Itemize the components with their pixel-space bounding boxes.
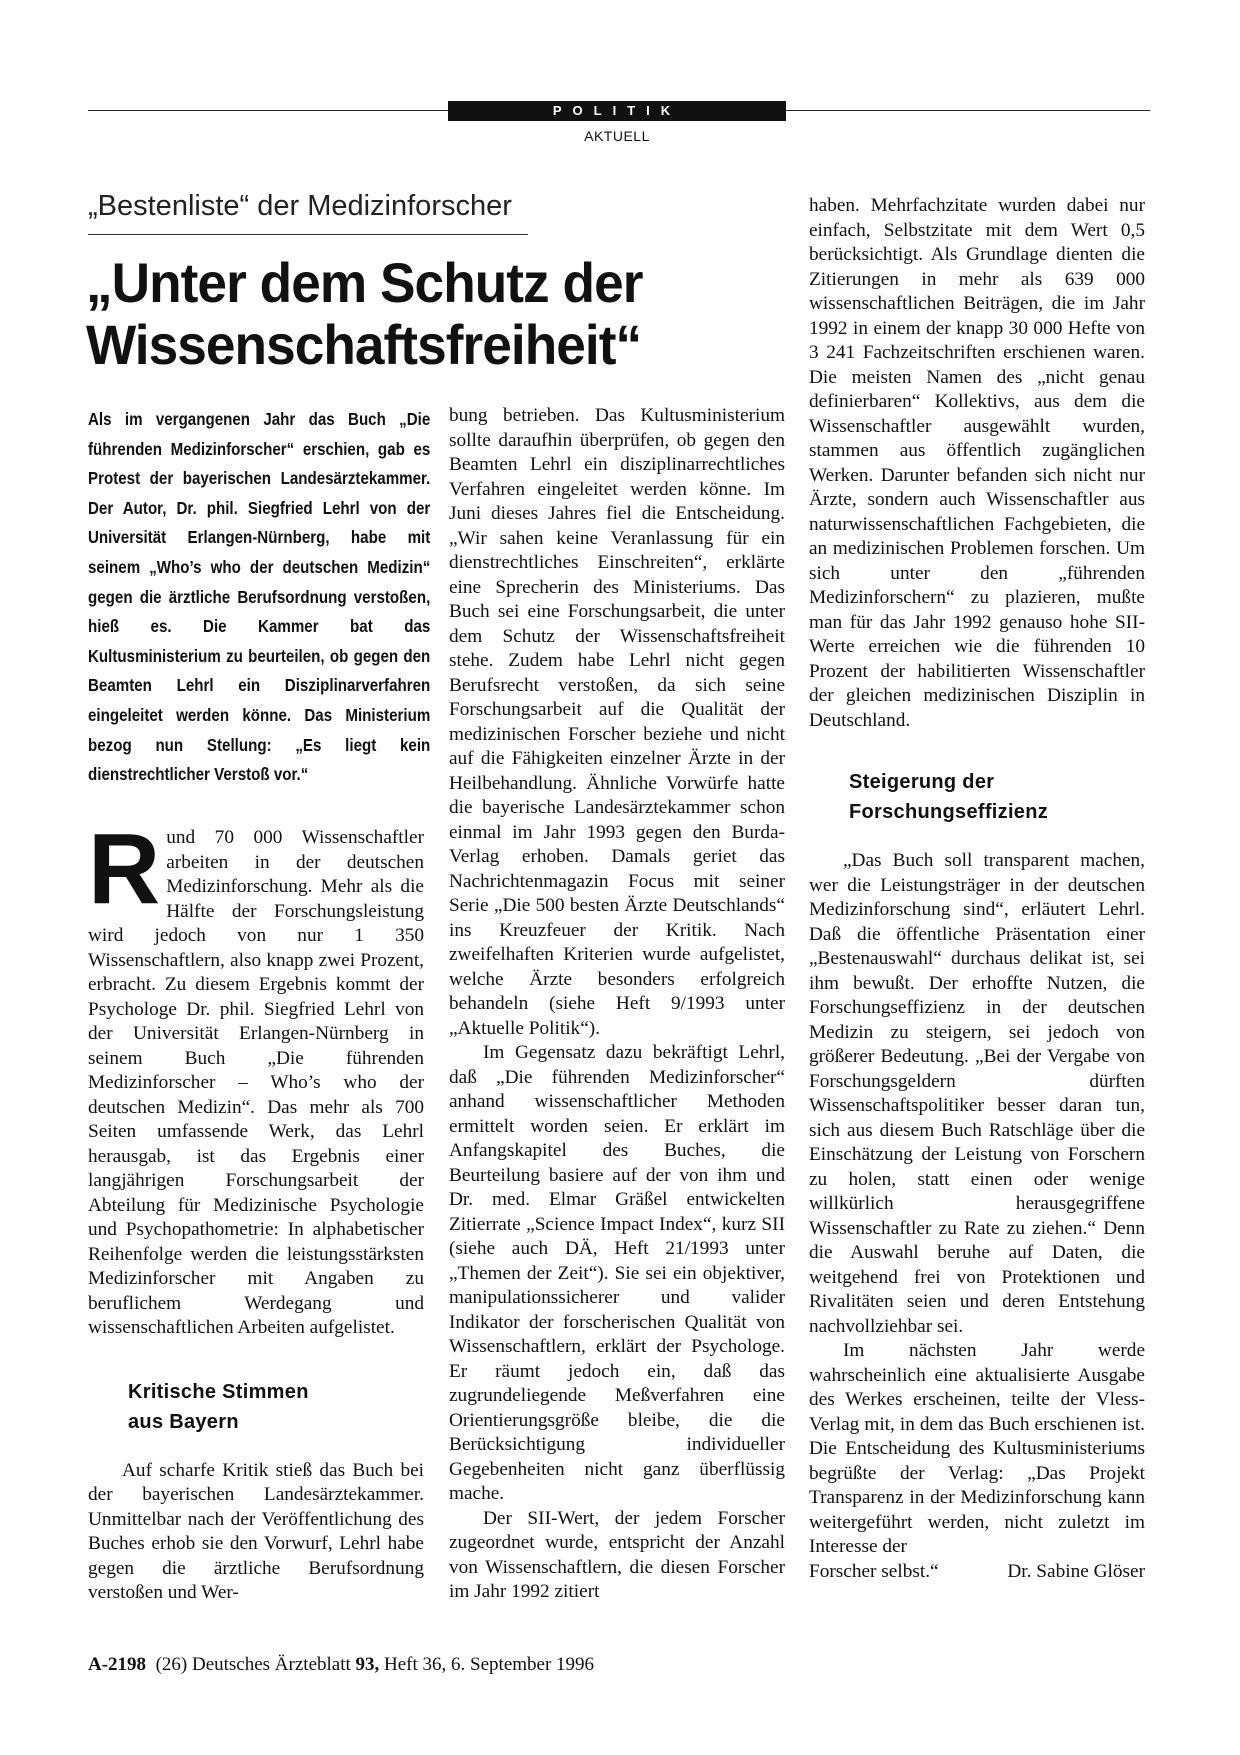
body-paragraph: bung betrieben. Das Kultusministerium sollte daraufhin überprüfen, ob gegen den Beamten Lehrl ein disziplinarrechtliches Verfahren eingeleitet werden könne. Im Juni dieses Jahres fiel die Entscheidung. „Wir sahen keine Veranlassung für ein dienstrechtliches Einschreiten“, erklärte eine Sprecherin des Ministeriums. Das Buch sei eine Forschungsarbeit, die unter dem Schutz der Wissenschaftsfreiheit stehe. Zudem habe Lehrl nicht gegen Berufsrecht verstoßen, da sich seine Forschungsarbeit auf die Qualität der medizinischen Forscher beziehe und nicht auf die Fähigkeiten einzelner Ärzte in der Heilbehandlung. Ähnliche Vorwürfe hatte die bayerische Landesärztekammer schon einmal im Jahr 1993 gegen den Burda-Verlag erhoben. Damals geriet das Nachrichtenmagazin Focus mit seiner Serie „Die 500 besten Ärzte Deutschlands“ ins Kreuzfeuer der Kritik. Nach zweifelhaften Kriterien wurde aufgelistet, welche Ärzte besonders erfolgreich behandeln (siehe Heft 9/1993 unter „Aktuelle Politik“).	[449, 405, 785, 1039]
kicker-underline	[88, 234, 528, 235]
issue-prefix: (26) Deutsches Ärzteblatt	[155, 1654, 351, 1675]
page-code: A-2198	[88, 1654, 147, 1675]
body-paragraph: Im nächsten Jahr werde wahrscheinlich eine aktualisierte Ausgabe des Werkes erscheinen, teilte der Vless-Verlag mit, in dem das Buch erschienen ist. Die Entscheidung des Kultusministeriums begrüßte der Verlag: „Das Projekt Transparenz in der Medizinforschung kann weitergeführt werden, nicht zuletzt im Interesse der	[809, 1340, 1145, 1557]
author-signature: Dr. Sabine Glöser	[1007, 1560, 1145, 1582]
issue-date: Heft 36, 6. September 1996	[384, 1654, 595, 1675]
body-paragraph: haben. Mehrfachzitate wurden dabei nur einfach, Selbstzitate mit dem Wert 0,5 berücksichtigt. Als Grundlage dienten die Zitierungen in mehr als 639 000 wissenschaftlichen Beiträgen, die im Jahr 1992 in einem der knapp 30 000 Hefte von 3 241 Fachzeitschriften erschienen waren. Die meisten Namen des „nicht genau definierbaren“ Kollektivs, aus dem die Wissenschaftler ausgewählt wurden, stammen aus öffentlich zugänglichen Werken. Darunter befanden sich nicht nur Ärzte, sondern auch Wissenschaftler aus naturwissenschaftlichen Fachgebieten, die an medizinischen Problemen forschen. Um sich unter den „führenden Medizinforschern“ zu plazieren, mußte man für das Jahr 1992 genauso hohe SII-Werte erreichen wie die führenden 10 Prozent der habilitierten Wissenschaftler der gleichen medizinischen Disziplin in Deutschland.	[809, 195, 1145, 731]
subheading-kritische-stimmen: Kritische Stimmen aus Bayern	[128, 1380, 309, 1433]
body-paragraph: Im Gegensatz dazu bekräftigt Lehrl, daß „Die führenden Medizinforscher“ anhand wissenschaftlicher Methoden ermittelt worden seien. Er erklärt im Anfangskapitel des Buches, die Beurteilung basiere auf der von ihm und Dr. med. Elmar Gräßel entwickelten Zitierrate „Science Impact Index“, kurz SII (siehe auch DÄ, Heft 21/1993 unter „Themen der Zeit“). Sie sei ein objektiver, manipulationssicherer und valider Indikator der forscherischen Qualität von Wissenschaftlern, erklärt der Psychologe. Er räumt jedoch ein, daß das zugrundeliegende Meßverfahren eine Orientierungsgröße bleibe, die die Berücksichtigung individueller Gegebenheiten nicht ganz überflüssig mache.	[449, 1042, 785, 1504]
body-paragraph: und 70 000 Wissenschaftler arbeiten in der deutschen Medizinforschung. Mehr als die Hälfte der Forschungsleistung wird jedoch von nur 1 350 Wissenschaftlern, also knapp zwei Prozent, erbracht. Zu diesem Ergebnis kommt der Psychologe Dr. phil. Siegfried Lehrl von der Universität Erlangen-Nürnberg in seinem Buch „Die führenden Medizinforscher – Who’s who der deutschen Medizin“. Das mehr als 700 Seiten umfassende Werk, das Lehrl herausgab, ist das Ergebnis einer langjährigen Forschungsarbeit der Abteilung für Medizinische Psychologie und Psychopathometrie: In alphabetischer Reihenfolge werden die leistungsstärksten Medizinforscher mit Angaben zu beruflichem Werdegang und wissenschaftlichen Arbeiten aufgelistet.	[88, 827, 424, 1338]
section-label: POLITIK	[448, 101, 786, 121]
article-headline	[86, 252, 770, 376]
volume-number: 93,	[355, 1654, 380, 1675]
body-paragraph: Der SII-Wert, der jedem Forscher zugeordnet wurde, entspricht der Anzahl von Wissenschaftlern, die diesen Forscher im Jahr 1992 zitiert	[449, 1507, 785, 1602]
headline-line-2: Wissenschaftsfreiheit“	[86, 313, 642, 376]
body-paragraph: Auf scharfe Kritik stieß das Buch bei der bayerischen Landesärztekammer. Unmittelbar nach der Veröffentlichung des Buches erhob sie den Vorwurf, Lehrl habe gegen die ärztliche Berufsordnung verstoßen und Wer-	[88, 1459, 424, 1603]
subheading-steigerung: Steigerung der Forschungseffizienz	[849, 771, 1049, 823]
text-column-1	[88, 813, 424, 1606]
subsection-label: AKTUELL	[584, 128, 650, 144]
headline-line-1: „Unter dem Schutz der	[86, 251, 643, 314]
text-column-3	[809, 194, 1145, 1584]
body-paragraph: „Das Buch soll transparent machen, wer die Leistungsträger in der deutschen Medizinforschung sind“, erläutert Lehrl. Daß die öffentliche Präsentation einer „Bestenauswahl“ durchaus delikat ist, sei ihm bewußt. Der erhoffte Nutzen, die Forschungseffizienz in der deutschen Medizin zu steigern, sei jedoch von größerer Bedeutung. „Bei der Vergabe von Forschungsgeldern dürften Wissenschaftspolitiker besser daran tun, sich aus diesem Buch Ratschläge über die Einschätzung der Leistung von Forschern zu holen, statt einen oder wenige willkürlich herausgegriffene Wissenschaftler zu Rate zu ziehen.“ Denn die Auswahl beruhe auf Daten, die weitgehend frei von Protektionen und Rivalitäten seien und deren Entstehung nachvollziehbar sei.	[809, 850, 1145, 1337]
closing-text: Forscher selbst.“	[809, 1560, 939, 1582]
closing-line	[809, 1560, 1145, 1585]
drop-cap: R	[88, 813, 161, 925]
text-column-2	[449, 404, 785, 1605]
article-kicker: „Bestenliste“ der Medizinforscher	[88, 190, 512, 222]
article-lead: Als im vergangenen Jahr das Buch „Die führenden Medizinforscher“ erschien, gab es Protest der bayerischen Landesärztekammer. Der Autor, Dr. phil. Siegfried Lehrl von der Universität Erlangen-Nürnberg, habe mit seinem „Who’s who der deutschen Medizin“ gegen die ärztliche Berufsordnung verstoßen, hieß es. Die Kammer bat das Kultusministerium zu beurteilen, ob gegen den Beamten Lehrl ein Disziplinarverfahren eingeleitet werden könne. Das Ministerium bezog nun Stellung: „Es liegt kein dienstrechtlicher Verstoß vor.“	[88, 409, 431, 785]
page-footer	[88, 1654, 594, 1676]
